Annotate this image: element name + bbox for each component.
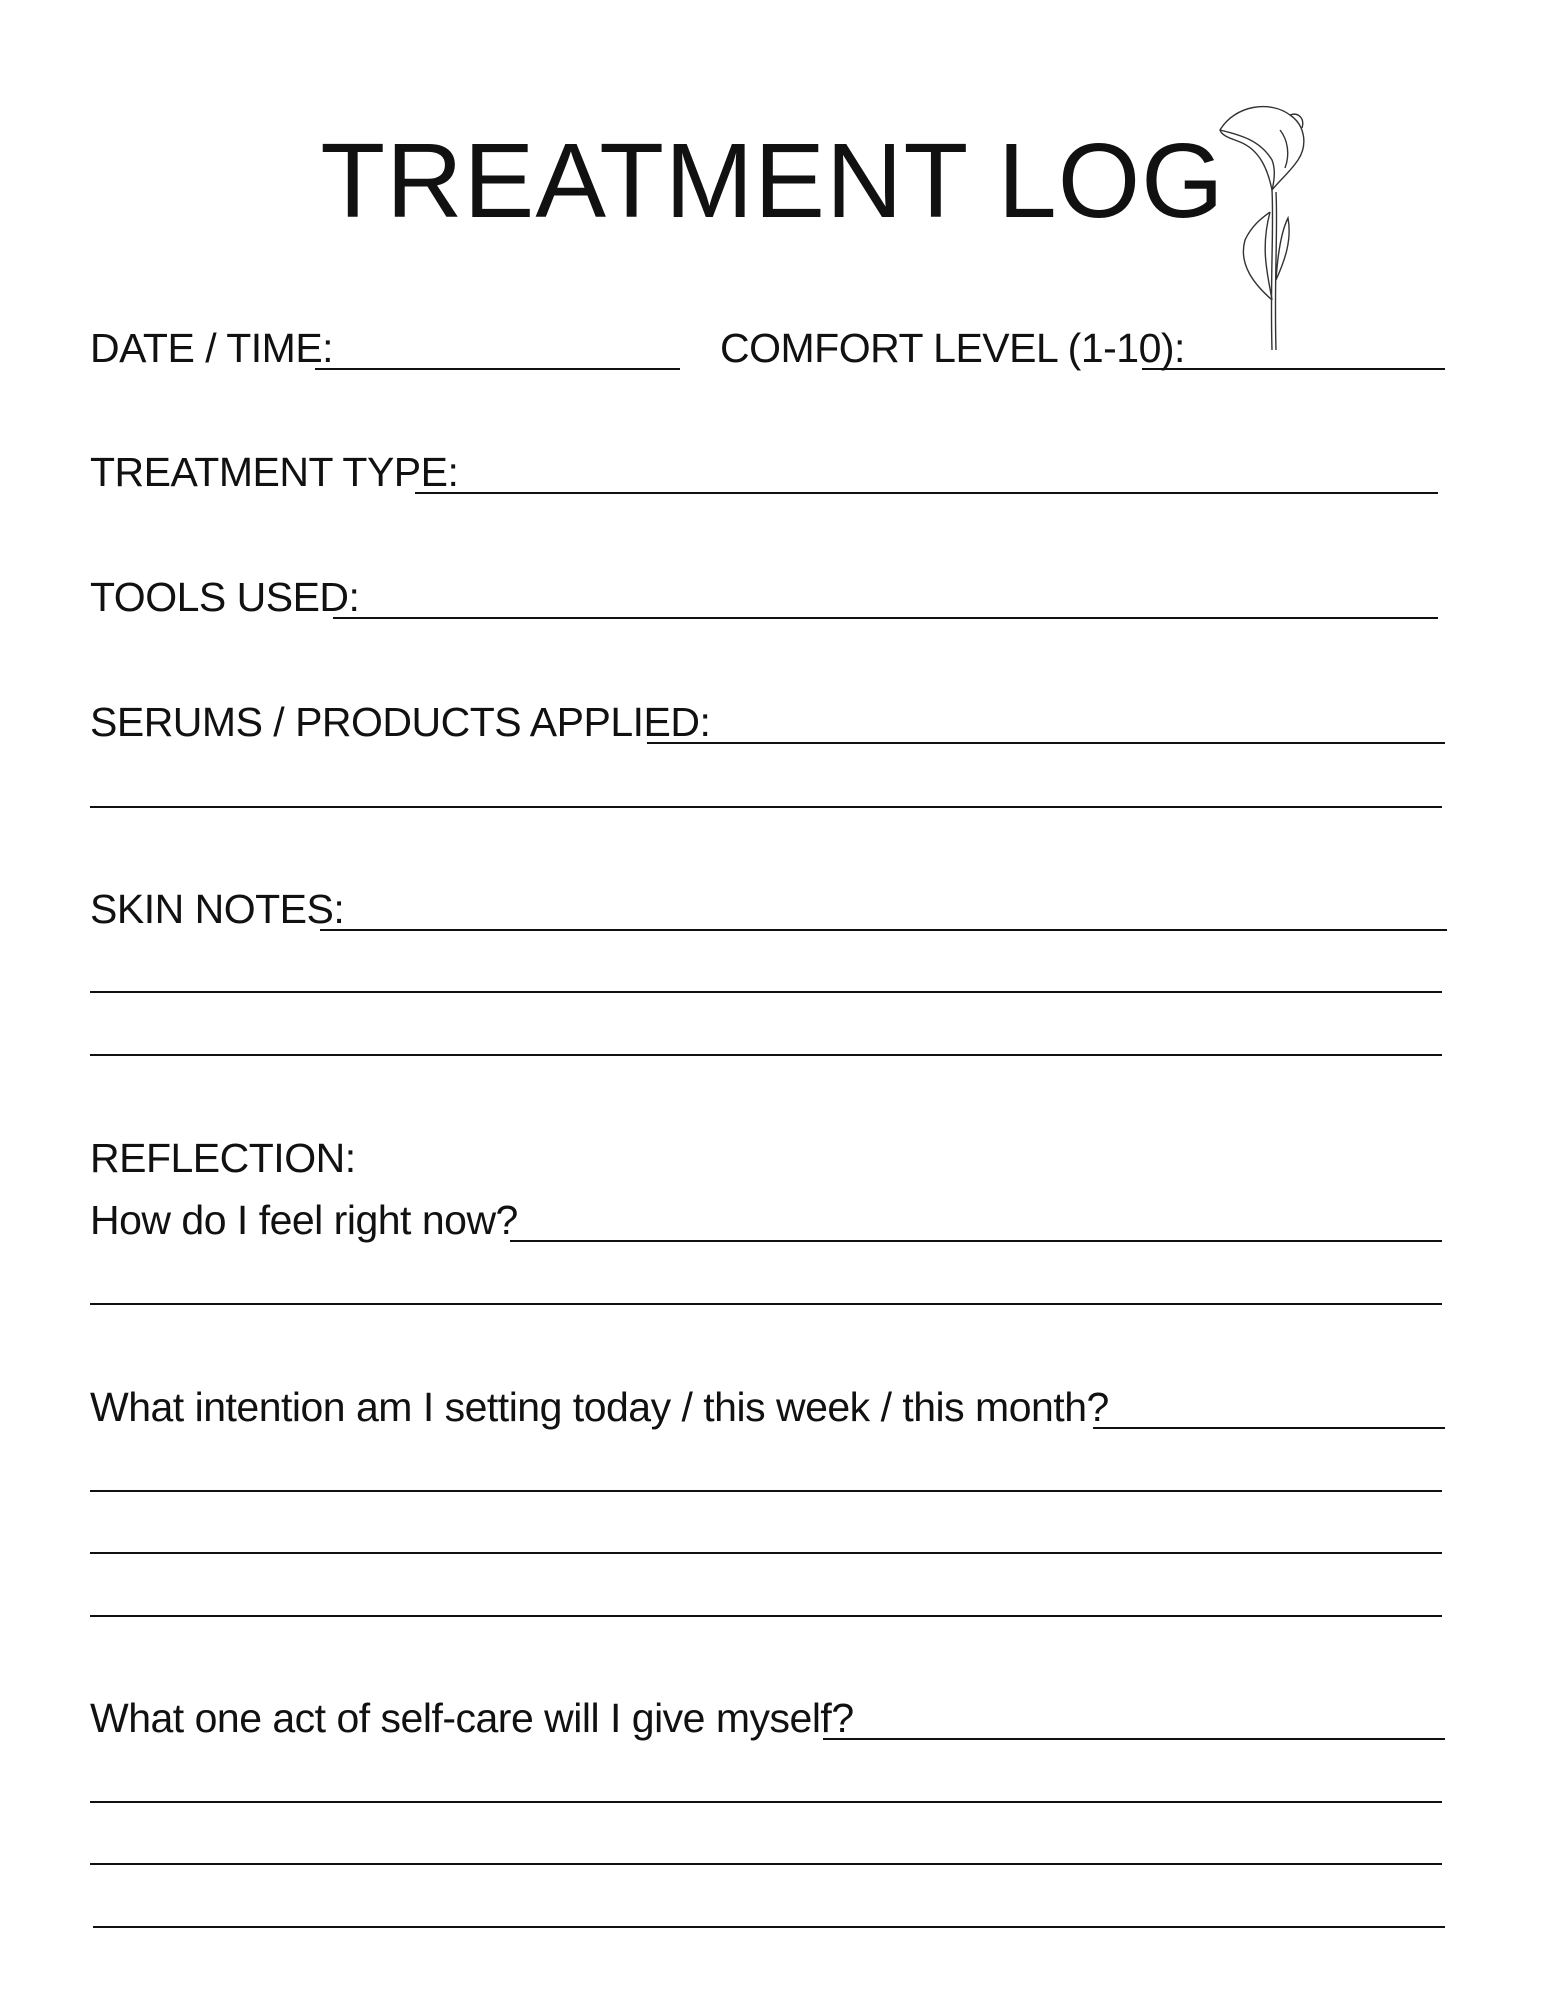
skin-notes-line-3[interactable] — [90, 1054, 1442, 1056]
intention-answer-line-2[interactable] — [90, 1490, 1442, 1492]
tools-used-line[interactable] — [333, 617, 1438, 619]
comfort-level-line[interactable] — [1142, 368, 1445, 370]
selfcare-answer-line-4[interactable] — [93, 1926, 1445, 1928]
selfcare-question: What one act of self-care will I give myself? — [90, 1695, 854, 1741]
skin-notes-line[interactable] — [320, 929, 1447, 931]
intention-answer-line-3[interactable] — [90, 1552, 1442, 1554]
date-time-line[interactable] — [315, 368, 680, 370]
selfcare-answer-line-2[interactable] — [90, 1801, 1442, 1803]
comfort-level-label: COMFORT LEVEL (1-10): — [720, 325, 1185, 371]
calla-lily-icon — [1210, 100, 1330, 370]
feel-answer-line-2[interactable] — [90, 1303, 1442, 1305]
treatment-type-label: TREATMENT TYPE: — [90, 449, 459, 495]
serums-products-line[interactable] — [647, 742, 1445, 744]
skin-notes-line-2[interactable] — [90, 991, 1442, 993]
intention-answer-line-4[interactable] — [90, 1615, 1442, 1617]
selfcare-answer-line-3[interactable] — [90, 1863, 1442, 1865]
treatment-type-line[interactable] — [415, 492, 1438, 494]
reflection-heading: REFLECTION: — [90, 1135, 356, 1181]
serums-products-line-2[interactable] — [90, 806, 1442, 808]
feel-answer-line[interactable] — [510, 1240, 1442, 1242]
date-time-label: DATE / TIME: — [90, 325, 334, 371]
serums-products-label: SERUMS / PRODUCTS APPLIED: — [90, 699, 711, 745]
tools-used-label: TOOLS USED: — [90, 574, 360, 620]
skin-notes-label: SKIN NOTES: — [90, 886, 345, 932]
page-title: TREATMENT LOG — [320, 122, 1225, 240]
selfcare-answer-line[interactable] — [823, 1738, 1445, 1740]
intention-answer-line[interactable] — [1093, 1427, 1445, 1429]
feel-question: How do I feel right now? — [90, 1197, 518, 1243]
intention-question: What intention am I setting today / this week / this month? — [90, 1384, 1109, 1430]
